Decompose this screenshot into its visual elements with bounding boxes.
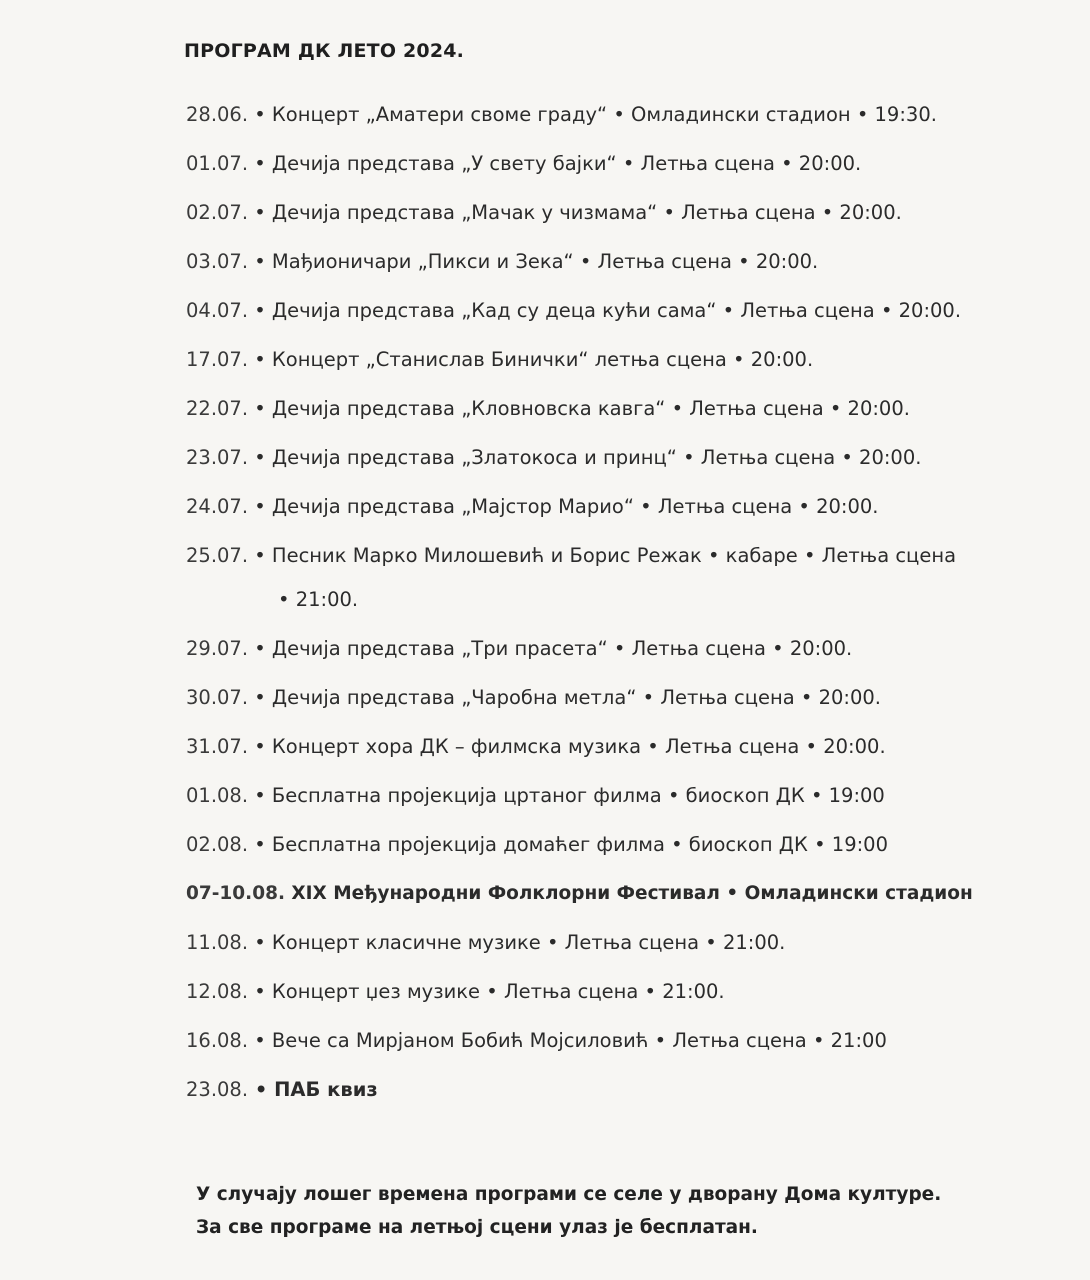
- entry-date: 02.08.: [186, 833, 249, 856]
- schedule-entry: [186, 296, 1026, 326]
- schedule-entry: [186, 149, 1026, 179]
- entry-text: • Дечија представа „Чаробна метла“ • Летња сцена • 20:00.: [248, 686, 882, 709]
- entry-date: 23.07.: [186, 446, 249, 469]
- entry-text: • Бесплатна пројекција домаћег филма • биоскоп ДК • 19:00: [248, 833, 888, 856]
- program-schedule: [186, 100, 1026, 1124]
- note-line: У случају лошег времена програми се селе у дворану Дома културе.: [196, 1184, 942, 1205]
- weather-note: [196, 1178, 941, 1244]
- entry-date: 01.07.: [186, 152, 249, 175]
- entry-text: • Дечија представа „Златокоса и принц“ • Летња сцена • 20:00.: [248, 446, 922, 469]
- entry-text: • Мађионичари „Пикси и Зека“ • Летња сцена • 20:00.: [248, 250, 819, 273]
- entry-date: 22.07.: [186, 397, 249, 420]
- schedule-entry: [186, 781, 1026, 811]
- entry-date: 02.07.: [186, 201, 249, 224]
- entry-text: • Вече са Мирјаном Бобић Мојсиловић • Летња сцена • 21:00: [248, 1029, 887, 1052]
- entry-date: 25.07.: [186, 544, 249, 567]
- schedule-entry: [186, 492, 1026, 522]
- entry-text: • ПАБ квиз: [248, 1078, 378, 1101]
- entry-date: 07-10.08.: [186, 883, 285, 904]
- entry-date: 24.07.: [186, 495, 249, 518]
- schedule-entry: [186, 345, 1026, 375]
- entry-text: • Дечија представа „Мачак у чизмама“ • Летња сцена • 20:00.: [248, 201, 902, 224]
- schedule-entry: [186, 683, 1026, 713]
- schedule-entry: [186, 732, 1026, 762]
- entry-date: 17.07.: [186, 348, 249, 371]
- entry-text: • Концерт „Станислав Бинички“ летња сцена • 20:00.: [248, 348, 814, 371]
- entry-text: • Концерт хора ДК – филмска музика • Летња сцена • 20:00.: [248, 735, 886, 758]
- entry-date: 04.07.: [186, 299, 249, 322]
- entry-date: 28.06.: [186, 103, 249, 126]
- schedule-entry: [186, 247, 1026, 277]
- schedule-entry: [186, 198, 1026, 228]
- entry-date: 03.07.: [186, 250, 249, 273]
- entry-date: 12.08.: [186, 980, 249, 1003]
- entry-date: 23.08.: [186, 1078, 249, 1101]
- entry-text: • Дечија представа „Мајстор Марио“ • Летња сцена • 20:00.: [248, 495, 879, 518]
- schedule-entry: [186, 928, 1026, 958]
- entry-date: 01.08.: [186, 784, 249, 807]
- schedule-entry: [186, 443, 1026, 473]
- schedule-entry: [186, 541, 1026, 615]
- entry-date: 30.07.: [186, 686, 249, 709]
- festival-entry: [186, 879, 1026, 909]
- entry-continuation: • 21:00.: [278, 588, 359, 611]
- entry-text: • Бесплатна пројекција цртаног филма • биоскоп ДК • 19:00: [248, 784, 885, 807]
- entry-date: 16.08.: [186, 1029, 249, 1052]
- entry-text: • Дечија представа „Кад су деца кући сама“ • Летња сцена • 20:00.: [248, 299, 962, 322]
- entry-text: • Дечија представа „Три прасета“ • Летња сцена • 20:00.: [248, 637, 853, 660]
- entry-date: 11.08.: [186, 931, 249, 954]
- note-line: За све програме на летњој сцени улаз је бесплатан.: [196, 1217, 758, 1238]
- schedule-entry: [186, 830, 1026, 860]
- schedule-entry: [186, 1075, 1026, 1105]
- entry-text: • Концерт „Аматери своме граду“ • Омладински стадион • 19:30.: [248, 103, 937, 126]
- document-title: ПРОГРАМ ДК ЛЕТО 2024.: [184, 40, 465, 62]
- entry-text: • Дечија представа „Кловновска кавга“ • Летња сцена • 20:00.: [248, 397, 910, 420]
- schedule-entry: [186, 1026, 1026, 1056]
- entry-text: • Песник Марко Милошевић и Борис Режак • кабаре • Летња сцена: [248, 544, 957, 567]
- entry-text: • Концерт џез музике • Летња сцена • 21:00.: [248, 980, 725, 1003]
- entry-date: 29.07.: [186, 637, 249, 660]
- schedule-entry: [186, 394, 1026, 424]
- entry-text: XIX Међународни Фолклорни Фестивал • Омладински стадион: [284, 883, 973, 904]
- schedule-entry: [186, 977, 1026, 1007]
- entry-text: • Концерт класичне музике • Летња сцена • 21:00.: [248, 931, 786, 954]
- entry-text: • Дечија представа „У свету бајки“ • Летња сцена • 20:00.: [248, 152, 862, 175]
- schedule-entry: [186, 634, 1026, 664]
- schedule-entry: [186, 100, 1026, 130]
- entry-date: 31.07.: [186, 735, 249, 758]
